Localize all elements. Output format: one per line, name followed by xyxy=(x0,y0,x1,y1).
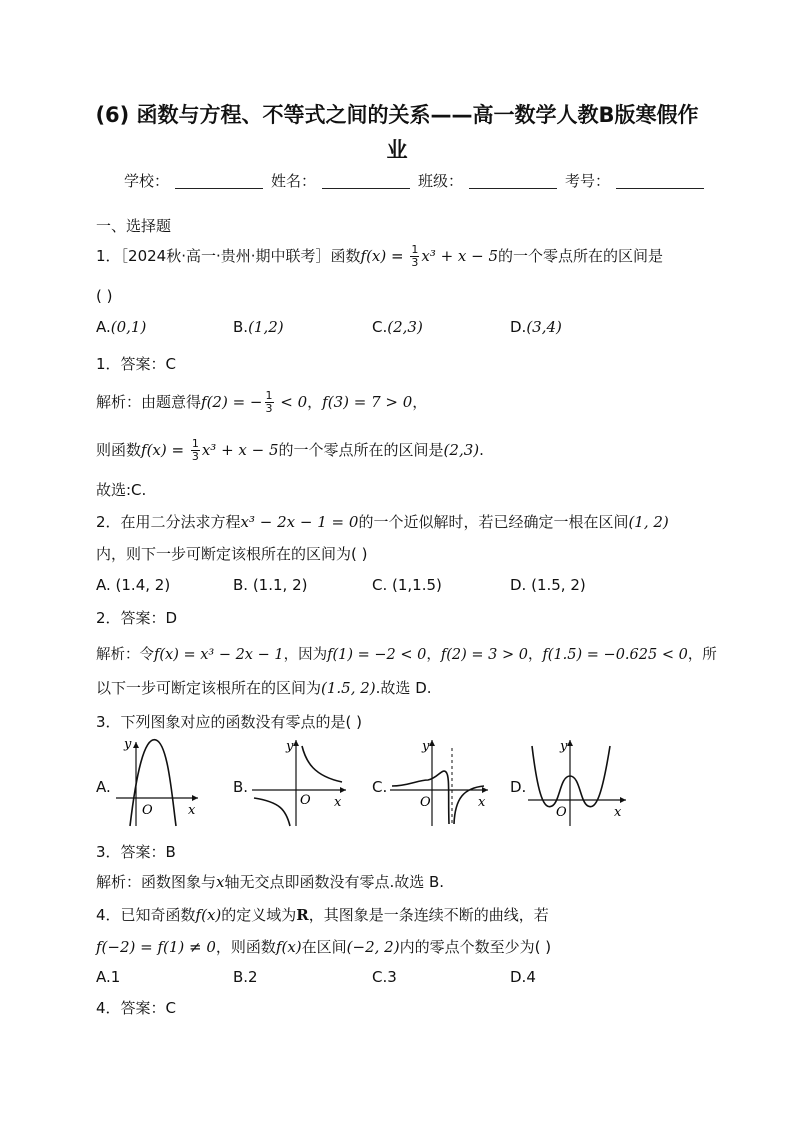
q3-answer: 3．答案：B xyxy=(96,843,176,861)
q2-answer: 2．答案：D xyxy=(96,609,178,627)
q2-option-a[interactable]: A. (1.4, 2) xyxy=(96,576,171,594)
q2-explanation-1: 解析：令f(x) = x³ − 2x − 1，因为f(1) = −2 < 0，f(2) = 3 > 0，f(1.5) = −0.625 < 0，所 xyxy=(96,647,717,663)
q3-graph-b[interactable] xyxy=(250,736,350,828)
q1-explanation-2: 则函数f(x) = $\frac{1}{3}$ x³ + x − 5的一个零点所在的区间是(2,3). xyxy=(96,437,484,463)
question-1-stem: 1．［2024秋·高一·贵州·期中联考］函数f(x) = $\frac{1}{3}$ x³ + x − 5的一个零点所在的区间是 xyxy=(96,243,664,269)
id-blank[interactable] xyxy=(616,174,704,189)
q1-option-a[interactable]: A.(0,1) xyxy=(96,318,147,336)
q3-option-b-label[interactable]: B. xyxy=(233,778,249,796)
svg-text:y: y xyxy=(286,739,294,754)
q4-answer: 4．答案：C xyxy=(96,999,177,1017)
question-2-stem: 2．在用二分法求方程x³ − 2x − 1 = 0的一个近似解时，若已经确定一根在区间(1, 2) xyxy=(96,513,669,531)
question-4-stem: 4．已知奇函数f(x)的定义域为R，其图象是一条连续不断的曲线，若 xyxy=(96,906,549,924)
q2-option-d[interactable]: D. (1.5, 2) xyxy=(510,576,586,594)
school-blank[interactable] xyxy=(175,174,263,189)
svg-text:y: y xyxy=(560,739,568,754)
y-axis-label: y xyxy=(124,737,132,752)
q3-explanation: 解析：函数图象与x轴无交点即函数没有零点.故选 B. xyxy=(96,873,445,891)
q2-explanation-2: 以下一步可断定该根所在的区间为(1.5, 2).故选 D. xyxy=(96,679,432,697)
origin-label: O xyxy=(142,803,153,818)
section-heading: 一、选择题 xyxy=(96,217,172,235)
q4-option-a[interactable]: A.1 xyxy=(96,968,121,986)
q2-option-b[interactable]: B. (1.1, 2) xyxy=(233,576,308,594)
q3-graph-c[interactable] xyxy=(388,736,492,828)
q3-option-c-label[interactable]: C. xyxy=(372,778,388,796)
q4-option-b[interactable]: B.2 xyxy=(233,968,258,986)
q1-answer: 1．答案：C xyxy=(96,355,177,373)
question-4-stem-cont: f(−2) = f(1) ≠ 0，则函数f(x)在区间(−2, 2)内的零点个数至少为( ) xyxy=(96,938,552,956)
question-2-stem-cont: 内，则下一步可断定该根所在的区间为( ) xyxy=(96,545,368,563)
x-axis-label: x xyxy=(188,803,196,818)
q1-option-b[interactable]: B.(1,2) xyxy=(233,318,284,336)
svg-text:O: O xyxy=(420,795,431,810)
student-info-line xyxy=(124,170,712,191)
q3-graph-a[interactable] xyxy=(112,736,204,828)
question-3-stem: 3．下列图象对应的函数没有零点的是( ) xyxy=(96,713,363,731)
q3-option-d-label[interactable]: D. xyxy=(510,778,527,796)
q3-option-a-label[interactable]: A. xyxy=(96,778,111,796)
q3-graph-d[interactable] xyxy=(526,736,630,828)
q2-option-c[interactable]: C. (1,1.5) xyxy=(372,576,442,594)
svg-text:O: O xyxy=(556,805,567,820)
question-1-paren: ( ) xyxy=(96,287,113,305)
page-title-cont: 业 xyxy=(386,138,408,162)
fraction: $\frac{1}{3}$ xyxy=(411,243,419,269)
class-label: 班级： xyxy=(418,172,464,190)
svg-text:x: x xyxy=(478,795,486,810)
class-blank[interactable] xyxy=(469,174,557,189)
q1-option-c[interactable]: C.(2,3) xyxy=(372,318,423,336)
q4-option-d[interactable]: D.4 xyxy=(510,968,536,986)
q4-option-c[interactable]: C.3 xyxy=(372,968,397,986)
school-label: 学校： xyxy=(124,172,170,190)
svg-text:x: x xyxy=(334,795,342,810)
q1-explanation-3: 故选:C. xyxy=(96,481,147,499)
svg-text:x: x xyxy=(614,805,622,820)
name-blank[interactable] xyxy=(322,174,410,189)
name-label: 姓名： xyxy=(271,172,317,190)
q1-option-d[interactable]: D.(3,4) xyxy=(510,318,562,336)
svg-text:y: y xyxy=(422,739,430,754)
svg-text:O: O xyxy=(300,793,311,808)
id-label: 考号： xyxy=(565,172,611,190)
page-title: (6) 函数与方程、不等式之间的关系——高一数学人教B版寒假作 xyxy=(95,103,699,127)
q1-explanation-1: 解析：由题意得f(2) = − $\frac{1}{3}$ < 0，f(3) = 7 > 0， xyxy=(96,389,428,415)
